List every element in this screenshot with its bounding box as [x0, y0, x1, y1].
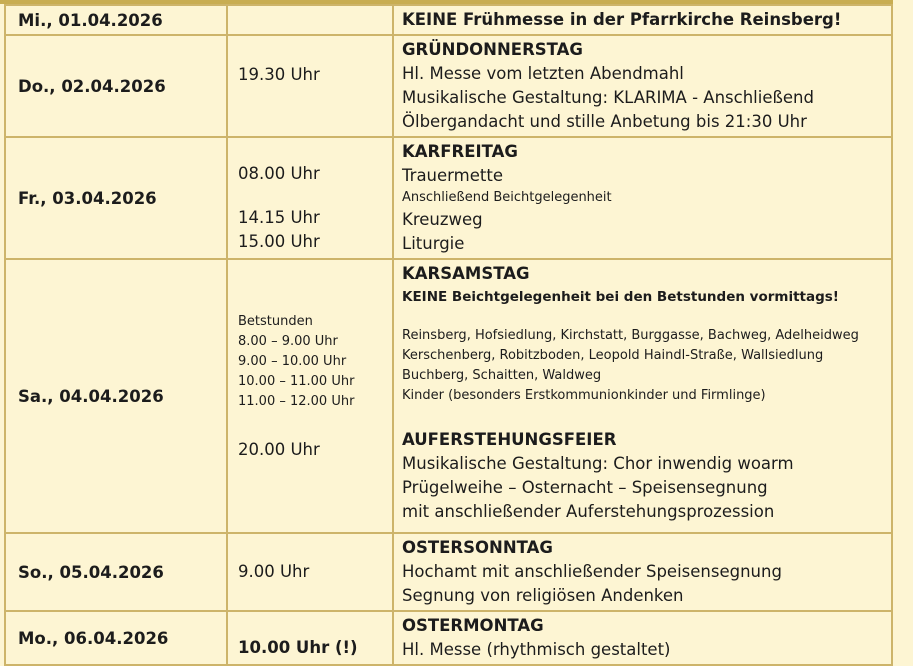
desc-line: Hl. Messe (rhythmisch gestaltet)	[402, 640, 671, 659]
time-text: 14.15 Uhr	[238, 208, 320, 227]
group-line: Kinder (besonders Erstkommunionkinder und Firmlinge)	[402, 388, 766, 403]
schedule-table	[4, 4, 893, 666]
betstunde-time: 8.00 – 9.00 Uhr	[238, 334, 338, 349]
date-cell: So., 05.04.2026	[5, 533, 227, 611]
time-cell	[227, 35, 393, 137]
time-cell	[227, 533, 393, 611]
day-title: KARSAMSTAG	[402, 264, 530, 283]
betstunde-time: 10.00 – 11.00 Uhr	[238, 374, 355, 389]
table-row	[5, 137, 892, 259]
desc-line: Trauermette	[402, 166, 503, 185]
date-cell: Do., 02.04.2026	[5, 35, 227, 137]
desc-line: Hl. Messe vom letzten Abendmahl	[402, 64, 684, 83]
desc-cell	[393, 533, 892, 611]
notice-text: KEINE Frühmesse in der Pfarrkirche Reinsberg!	[402, 10, 842, 29]
desc-line: Musikalische Gestaltung: KLARIMA - Anschließend	[402, 88, 814, 107]
date-cell: Mo., 06.04.2026	[5, 611, 227, 665]
desc-cell	[393, 611, 892, 665]
table-row	[5, 35, 892, 137]
day-title: OSTERMONTAG	[402, 616, 544, 635]
table-row	[5, 5, 892, 35]
group-line: Buchberg, Schaitten, Waldweg	[402, 368, 602, 383]
day-title: AUFERSTEHUNGSFEIER	[402, 430, 617, 449]
desc-cell	[393, 259, 892, 533]
date-cell: Mi., 01.04.2026	[5, 5, 227, 35]
betstunde-time: 11.00 – 12.00 Uhr	[238, 394, 355, 409]
table-row	[5, 533, 892, 611]
date-cell: Fr., 03.04.2026	[5, 137, 227, 259]
desc-line: Hochamt mit anschließender Speisensegnung	[402, 562, 782, 581]
time-cell	[227, 259, 393, 533]
desc-line: Musikalische Gestaltung: Chor inwendig woarm	[402, 454, 794, 473]
time-text: 9.00 Uhr	[238, 562, 310, 581]
time-cell	[227, 5, 393, 35]
desc-line: Segnung von religiösen Andenken	[402, 586, 684, 605]
time-cell	[227, 611, 393, 665]
time-text: 15.00 Uhr	[238, 232, 320, 251]
time-cell	[227, 137, 393, 259]
desc-cell	[393, 35, 892, 137]
desc-line: Liturgie	[402, 234, 465, 253]
betstunden-label: Betstunden	[238, 314, 313, 329]
group-line: Kerschenberg, Robitzboden, Leopold Haindl-Straße, Wallsiedlung	[402, 348, 824, 363]
desc-line-small: Anschließend Beichtgelegenheit	[402, 190, 612, 205]
desc-line: Kreuzweg	[402, 210, 483, 229]
time-text: 20.00 Uhr	[238, 440, 320, 459]
day-title: OSTERSONNTAG	[402, 538, 553, 557]
betstunde-time: 9.00 – 10.00 Uhr	[238, 354, 347, 369]
date-cell: Sa., 04.04.2026	[5, 259, 227, 533]
table-row	[5, 611, 892, 665]
desc-line: Ölbergandacht und stille Anbetung bis 21:30 Uhr	[402, 112, 807, 131]
day-title: GRÜNDONNERSTAG	[402, 40, 583, 59]
notice-text: KEINE Beichtgelegenheit bei den Betstunden vormittags!	[402, 289, 839, 305]
desc-line: mit anschließender Auferstehungsprozession	[402, 502, 775, 521]
desc-cell	[393, 137, 892, 259]
group-line: Reinsberg, Hofsiedlung, Kirchstatt, Burggasse, Bachweg, Adelheidweg	[402, 328, 859, 343]
table-row	[5, 259, 892, 533]
time-text: 08.00 Uhr	[238, 164, 320, 183]
desc-cell	[393, 5, 892, 35]
time-text: 19.30 Uhr	[238, 65, 320, 84]
day-title: KARFREITAG	[402, 142, 518, 161]
time-text: 10.00 Uhr (!)	[238, 638, 358, 657]
desc-line: Prügelweihe – Osternacht – Speisensegnung	[402, 478, 768, 497]
